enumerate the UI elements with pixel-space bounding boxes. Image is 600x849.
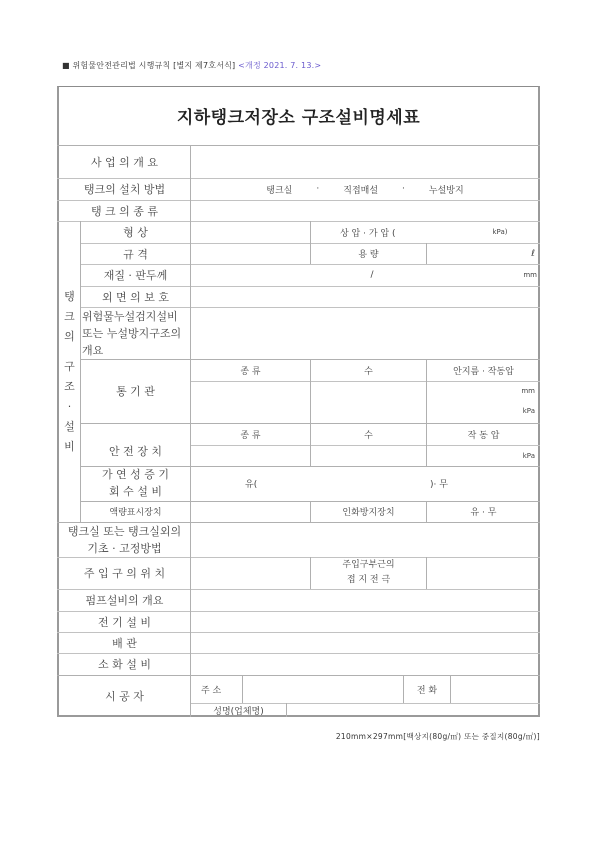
fire-fighting-label: 소 화 설 비 bbox=[98, 658, 151, 671]
safety-device-label: 안 전 장 치 bbox=[109, 444, 162, 458]
flame-arrester-label: 인화방지장치 bbox=[342, 508, 395, 518]
leak-detection-line1: 위험물누설검지설비 bbox=[82, 310, 178, 323]
separator-dot: · bbox=[402, 184, 405, 194]
vapor-recovery-line1: 가 연 성 증 기 bbox=[101, 468, 170, 481]
leak-detection-line2: 또는 누설방지구조의 bbox=[82, 327, 182, 340]
piping-field[interactable] bbox=[191, 633, 539, 652]
surface-protection-label: 외 면 의 보 호 bbox=[101, 290, 170, 304]
pump-field[interactable] bbox=[191, 590, 539, 610]
business-overview-field[interactable] bbox=[191, 146, 539, 177]
address-label: 주 소 bbox=[201, 685, 222, 696]
flame-arrester-yes-no[interactable]: 유 · 무 bbox=[470, 508, 497, 518]
thickness-unit: mm bbox=[523, 271, 537, 279]
vent-pipe-label: 통 기 관 bbox=[116, 385, 155, 398]
tank-type-field[interactable] bbox=[191, 201, 539, 220]
law-reference: ■ 위험물안전관리법 시행규칙 [별지 제7호서식] bbox=[62, 61, 236, 70]
surface-protection-field[interactable] bbox=[191, 287, 539, 306]
form-title: 지하탱크저장소 구조설비명세표 bbox=[176, 108, 421, 128]
spec-label: 규 격 bbox=[123, 247, 148, 261]
material-separator: / bbox=[370, 270, 374, 280]
vent-pressure-unit: kPa bbox=[522, 407, 535, 415]
phone-label: 전 화 bbox=[416, 685, 438, 696]
vent-diameter-unit: mm bbox=[521, 387, 535, 395]
tank-type-label: 탱 크 의 종 류 bbox=[90, 204, 159, 218]
inlet-location-field[interactable] bbox=[191, 558, 309, 588]
form-reference-header bbox=[62, 60, 321, 71]
revision-date: <개정 2021. 7. 13.> bbox=[238, 61, 322, 70]
vent-diameter-pressure-header: 안지름 · 작동압 bbox=[453, 366, 514, 377]
safety-pressure-header: 작 동 압 bbox=[467, 430, 500, 441]
capacity-label: 용 량 bbox=[358, 250, 379, 260]
phone-field[interactable] bbox=[451, 676, 539, 702]
name-label: 성명(업체명) bbox=[213, 706, 264, 717]
safety-pressure-unit: kPa bbox=[522, 451, 535, 460]
pump-label: 펌프설비의 개요 bbox=[85, 594, 164, 607]
level-indicator-label: 액량표시장치 bbox=[109, 508, 162, 518]
pressure-unit: kPa) bbox=[492, 228, 508, 236]
shape-field[interactable] bbox=[191, 222, 309, 242]
group-char: 크 bbox=[64, 309, 75, 323]
shape-label: 형 상 bbox=[123, 226, 148, 239]
grounding-electrode-label bbox=[311, 557, 426, 588]
vapor-recovery-label bbox=[81, 466, 190, 500]
vapor-recovery-no[interactable]: )· 무 bbox=[430, 480, 448, 490]
leak-detection-label bbox=[82, 308, 190, 359]
group-char: 설 bbox=[64, 419, 75, 433]
group-char: 탱 bbox=[64, 289, 75, 303]
electrical-field[interactable] bbox=[191, 612, 539, 631]
grounding-electrode-field[interactable] bbox=[427, 558, 539, 588]
business-overview-label: 사 업 의 개 요 bbox=[90, 155, 159, 169]
group-char: 구 bbox=[64, 359, 75, 373]
pressure-type-text: 상 압 · 가 압 ( bbox=[340, 228, 396, 239]
group-char: · bbox=[67, 399, 72, 413]
vent-count-header: 수 bbox=[364, 366, 373, 377]
vapor-recovery-yes[interactable]: 유( bbox=[245, 480, 258, 490]
safety-count-header: 수 bbox=[364, 430, 373, 441]
install-method-label: 탱크의 설치 방법 bbox=[83, 183, 166, 196]
grounding-line1: 주입구부근의 bbox=[342, 560, 395, 570]
address-field[interactable] bbox=[243, 676, 403, 702]
level-indicator-field[interactable] bbox=[191, 502, 309, 521]
install-method-options bbox=[191, 178, 539, 200]
foundation-line2: 기초 · 고정방법 bbox=[87, 542, 162, 555]
contractor-label: 시 공 자 bbox=[105, 690, 144, 703]
foundation-line1: 탱크실 또는 탱크실외의 bbox=[67, 525, 182, 538]
paper-spec: 210mm×297mm[백상지(80g/㎡) 또는 중질지(80g/㎡)] bbox=[335, 732, 540, 741]
capacity-unit: ℓ bbox=[531, 248, 535, 259]
option-leak-prevention[interactable]: 누설방지 bbox=[428, 185, 464, 196]
spec-field[interactable] bbox=[191, 244, 309, 263]
group-char: 조 bbox=[64, 379, 75, 393]
foundation-field[interactable] bbox=[191, 523, 539, 556]
group-char: 의 bbox=[64, 329, 75, 343]
material-thickness-label: 재질 · 판두께 bbox=[103, 269, 168, 282]
option-tank-room[interactable]: 탱크실 bbox=[266, 185, 293, 196]
group-char: 비 bbox=[64, 439, 75, 453]
option-direct-burial[interactable]: 직접매설 bbox=[343, 185, 379, 196]
inlet-location-label: 주 입 구 의 위 치 bbox=[83, 567, 166, 580]
name-field[interactable] bbox=[287, 704, 539, 717]
electrical-label: 전 기 설 비 bbox=[98, 615, 151, 629]
safety-type-header: 종 류 bbox=[240, 430, 261, 441]
grounding-line2: 접 지 전 극 bbox=[346, 575, 391, 585]
vent-type-header: 종 류 bbox=[240, 366, 261, 377]
leak-detection-field[interactable] bbox=[191, 308, 539, 358]
piping-label: 배 관 bbox=[112, 636, 137, 650]
fire-fighting-field[interactable] bbox=[191, 654, 539, 674]
tank-structure-group-label bbox=[59, 221, 80, 522]
vapor-recovery-line2: 회 수 설 비 bbox=[109, 485, 162, 498]
leak-detection-line3: 개요 bbox=[82, 344, 104, 357]
foundation-label bbox=[59, 522, 190, 557]
separator-dot: · bbox=[316, 184, 320, 194]
